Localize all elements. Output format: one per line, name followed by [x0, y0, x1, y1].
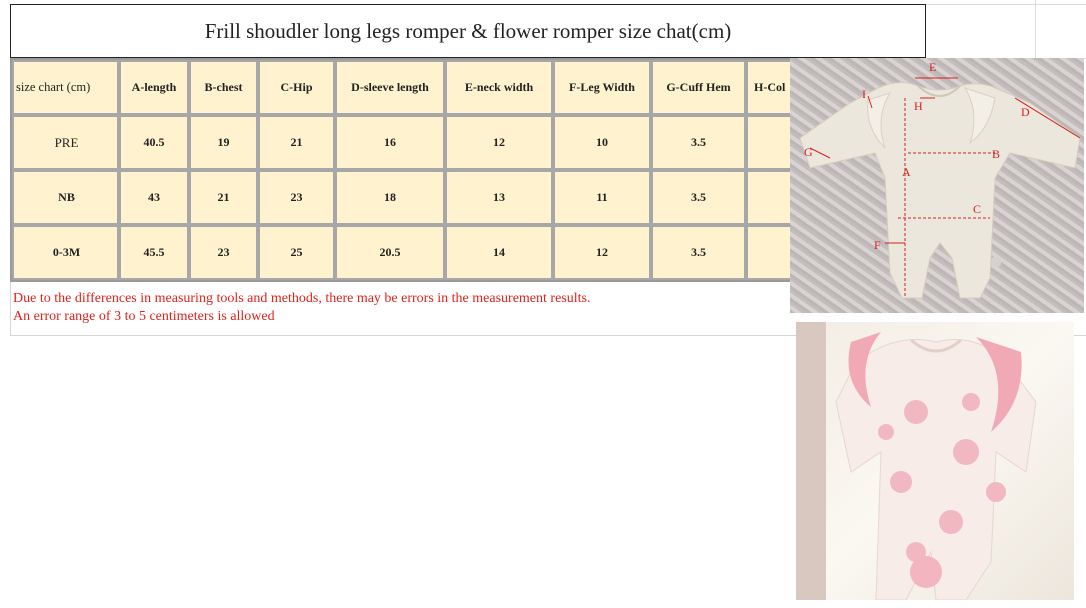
photo-edge — [796, 322, 826, 600]
row-size: NB — [12, 170, 119, 225]
cell-value: 16 — [335, 115, 445, 170]
cell-value: 21 — [258, 115, 335, 170]
label-e: E — [929, 60, 937, 74]
row-size: 0-3M — [12, 225, 119, 280]
romper-illustration — [790, 58, 1084, 313]
note-line-1: Due to the differences in measuring tools and methods, there may be errors in the measurement results. — [13, 291, 591, 306]
cell-value: 23 — [189, 225, 258, 280]
grid-line — [926, 4, 1086, 5]
header-c-hip: C-Hip — [258, 60, 335, 115]
label-i: I — [862, 87, 866, 101]
page-title: Frill shoudler long legs romper & flower romper size chat(cm) — [10, 4, 926, 58]
label-d: D — [1021, 105, 1030, 119]
header-g-cuff: G-Cuff Hem — [651, 60, 746, 115]
label-a: A — [902, 165, 911, 179]
cell-value: 13 — [445, 170, 553, 225]
label-g: G — [804, 145, 813, 159]
label-c: C — [973, 202, 982, 216]
cell-value: 45.5 — [119, 225, 189, 280]
romper-measurement-photo — [790, 58, 1084, 313]
cell-value: 23 — [258, 170, 335, 225]
cell-value: 3.5 — [651, 225, 746, 280]
cell-value: 3.5 — [651, 170, 746, 225]
header-e-neck: E-neck width — [445, 60, 553, 115]
label-b: B — [992, 147, 1001, 161]
cell-value: 25 — [258, 225, 335, 280]
flower-romper-illustration — [796, 322, 1074, 600]
cell-value: 20.5 — [335, 225, 445, 280]
note-line-2: An error range of 3 to 5 centimeters is allowed — [13, 309, 275, 324]
cell-value: 21 — [189, 170, 258, 225]
cell-value: 12 — [445, 115, 553, 170]
cell-value — [746, 115, 794, 170]
label-h: H — [914, 99, 923, 113]
table-row — [12, 225, 794, 280]
cell-value: 14 — [445, 225, 553, 280]
flower-romper-photo — [796, 322, 1074, 600]
header-b-chest: B-chest — [189, 60, 258, 115]
header-f-leg: F-Leg Width — [553, 60, 651, 115]
romper-shape — [800, 82, 1080, 298]
table-header-row — [12, 60, 794, 115]
cell-value: 3.5 — [651, 115, 746, 170]
cell-value: 10 — [553, 115, 651, 170]
cell-value: 12 — [553, 225, 651, 280]
size-chart-table — [10, 58, 796, 282]
cell-value — [746, 170, 794, 225]
header-size: size chart (cm) — [12, 60, 119, 115]
cell-value: 18 — [335, 170, 445, 225]
table-row — [12, 170, 794, 225]
cell-value: 11 — [553, 170, 651, 225]
label-f: F — [874, 238, 881, 252]
flower-decoration — [910, 556, 942, 588]
cell-value — [746, 225, 794, 280]
grid-line — [1035, 0, 1036, 60]
header-a-length: A-length — [119, 60, 189, 115]
cell-value: 43 — [119, 170, 189, 225]
table-row — [12, 115, 794, 170]
cell-value: 19 — [189, 115, 258, 170]
row-size: PRE — [12, 115, 119, 170]
header-h-col: H-Col — [746, 60, 794, 115]
cell-value: 40.5 — [119, 115, 189, 170]
header-d-sleeve: D-sleeve length — [335, 60, 445, 115]
